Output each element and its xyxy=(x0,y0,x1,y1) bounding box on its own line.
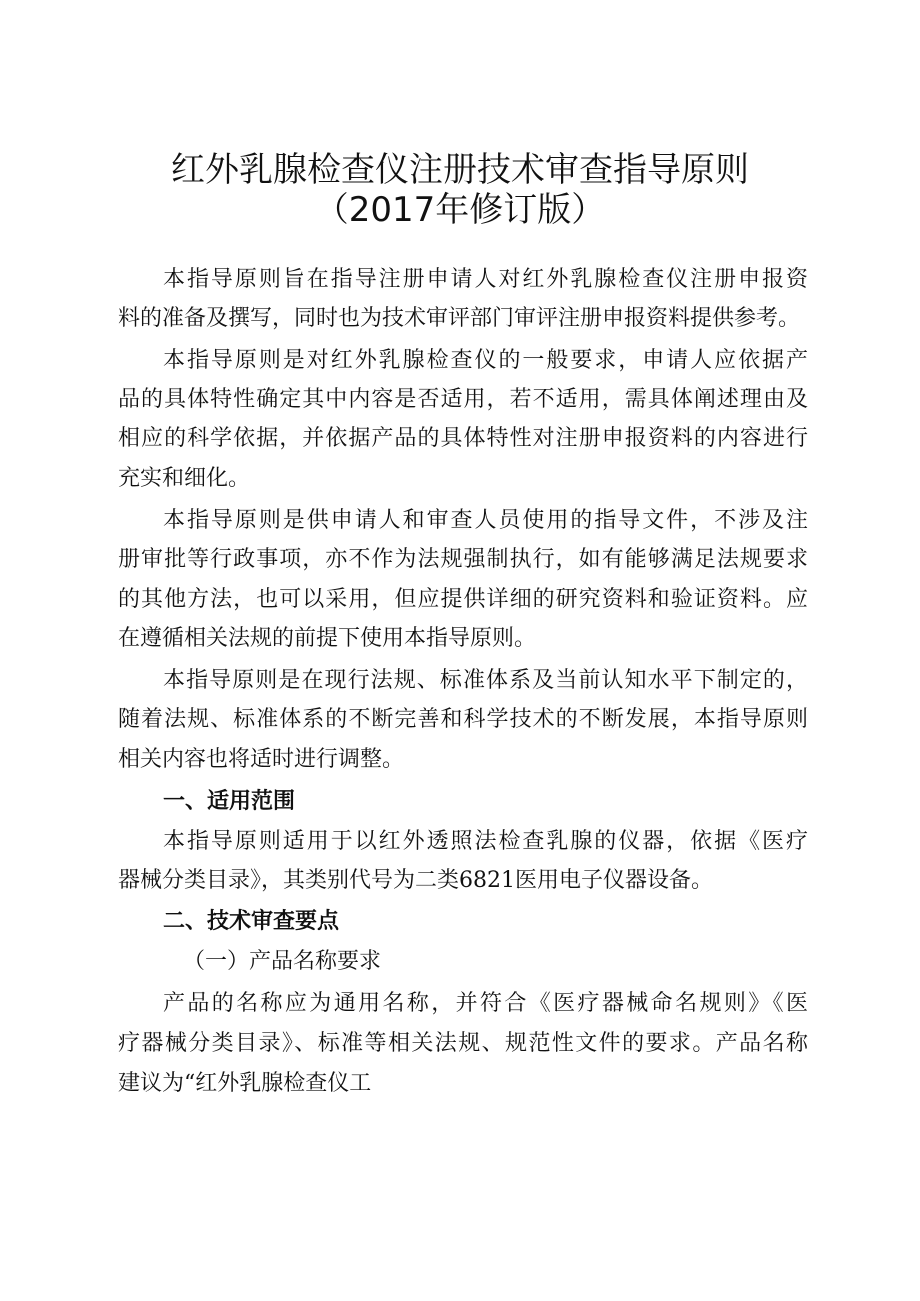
paragraph-line: 本指导原则是供申请人和审查人员使用的指导文件，不涉及注 xyxy=(163,508,808,533)
paragraph-line: 料的准备及撰写，同时也为技术审评部门审评注册申报资料提供参考。 xyxy=(118,306,801,331)
paragraph-line: 疗器械分类目录》、标准等相关法规、规范性文件的要求。产品名称 xyxy=(118,1031,808,1056)
paragraph-line: 器械分类目录》，其类别代号为二类6821医用电子仪器设备。 xyxy=(118,868,713,893)
paragraph-line: 充实和细化。 xyxy=(118,466,251,491)
paragraph-line: 相应的科学依据，并依据产品的具体特性对注册申报资料的内容进行 xyxy=(118,426,808,451)
paragraph-line: 册审批等行政事项，亦不作为法规强制执行，如有能够满足法规要求 xyxy=(118,547,808,572)
paragraph-line: 随着法规、标准体系的不断完善和科学技术的不断发展，本指导原则 xyxy=(118,707,808,732)
document-subtitle: （2017年修订版） xyxy=(314,190,606,230)
paragraph-line: 相关内容也将适时进行调整。 xyxy=(118,747,405,772)
section-heading-scope: 一、适用范围 xyxy=(163,789,296,814)
subsection-heading-product-name: （一）产品名称要求 xyxy=(183,949,382,974)
paragraph-line: 本指导原则是对红外乳腺检查仪的一般要求，申请人应依据产 xyxy=(163,348,808,373)
paragraph-line: 产品的名称应为通用名称，并符合《医疗器械命名规则》《医 xyxy=(163,991,808,1016)
paragraph-line: 品的具体特性确定其中内容是否适用，若不适用，需具体阐述理由及 xyxy=(118,387,808,412)
paragraph-line: 建议为“红外乳腺检查仪工 xyxy=(118,1071,372,1096)
section-heading-review-points: 二、技术审查要点 xyxy=(163,909,340,934)
paragraph-line: 的其他方法，也可以采用，但应提供详细的研究资料和验证资料。应 xyxy=(118,587,808,612)
paragraph-line: 本指导原则是在现行法规、标准体系及当前认知水平下制定的， xyxy=(163,668,808,693)
document-title: 红外乳腺检查仪注册技术审查指导原则 xyxy=(171,150,749,190)
paragraph-line: 在遵循相关法规的前提下使用本指导原则。 xyxy=(118,626,537,651)
paragraph-line: 本指导原则旨在指导注册申请人对红外乳腺检查仪注册申报资 xyxy=(163,267,808,292)
paragraph-line: 本指导原则适用于以红外透照法检查乳腺的仪器，依据《医疗 xyxy=(163,829,808,854)
